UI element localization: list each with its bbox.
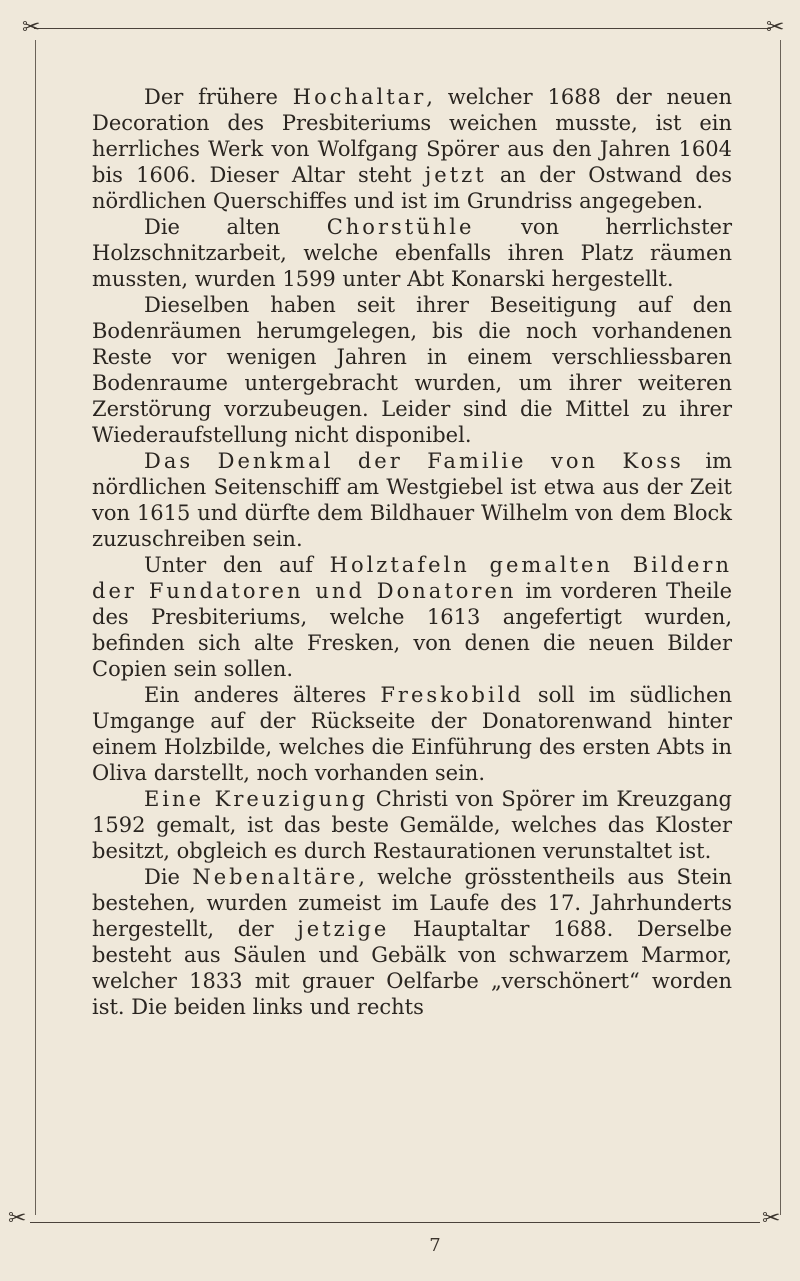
paragraph-text: im vorderen Theile des Presbiteriums, welche 1613 angefertigt wurden, befinden sich alte Fresken, von denen die neuen Bilder Copien sein sollen. [92,579,732,681]
spaced-emphasis-text: Freskobild [380,683,524,707]
paragraph-text: Hauptaltar 1688. Derselbe besteht aus Säulen und Gebälk von schwarzem Marmor, welcher 1833 mit grauer Oelfarbe „verschönert“ worden ist. Die beiden links und rechts [92,917,733,1019]
spaced-emphasis-text: Das Denkmal der Familie von Koss [144,449,684,473]
right-margin-line [780,40,781,1215]
paragraph [92,864,732,1020]
spaced-emphasis-text: Eine Kreuzigung [144,787,369,811]
paragraph-text: Christi von Spörer im Kreuzgang 1592 gemalt, ist das beste Gemälde, welches das Kloster besitzt, obgleich es durch Restaurationen verunstaltet ist. [92,787,732,863]
paragraph-text: soll im südlichen Umgange auf der Rückseite der Donatorenwand hinter einem Holzbilde, welches die Einführung des ersten Abts in Oliva darstellt, noch vorhanden sein. [92,683,732,785]
paragraph-text: Ein anderes älteres [144,683,381,707]
scissors-ornament-icon: ✂ [762,1206,781,1231]
paragraph [92,552,732,682]
left-margin-line [35,40,36,1215]
spaced-emphasis-text: Chorstühle [326,215,475,239]
scissors-ornament-icon: ✂ [766,15,785,40]
paragraph-text: von herrlichster Holzschnitzarbeit, welche ebenfalls ihren Platz räumen mussten, wurden 1599 unter Abt Konarski hergestellt. [92,215,732,291]
body-text [92,84,732,1020]
scissors-ornament-icon: ✂ [22,15,41,40]
paragraph [92,214,732,292]
spaced-emphasis-text: Holztafeln gemalten Bildern der Fundatoren und Donatoren [92,553,732,603]
paragraph-text: an der Ostwand des nördlichen Querschiffes und ist im Grundriss angegeben. [92,163,732,213]
spaced-emphasis-text: jetzige [297,917,390,941]
paragraph [92,682,732,786]
paragraph-text: Die [144,865,193,889]
paragraph-text: Der frühere [144,85,293,109]
paragraph-text: im nördlichen Seitenschiff am Westgiebel ist etwa aus der Zeit von 1615 und dürfte dem Bildhauer Wilhelm von dem Block zuzuschreiben sein. [92,449,732,551]
scissors-ornament-icon: ✂ [8,1206,27,1231]
top-border-rule [34,28,770,29]
paragraph-text: Die alten [144,215,327,239]
paragraph-text: Unter den auf [144,553,330,577]
paragraph [92,84,732,214]
paragraph [92,292,732,448]
paragraph [92,786,732,864]
spaced-emphasis-text: Hochaltar [292,85,427,109]
paragraph-text: , welche grösstentheils aus Stein bestehen, wurden zumeist im Laufe des 17. Jahrhunderts hergestellt, der [92,865,732,941]
spaced-emphasis-text: jetzt [424,163,487,187]
paragraph-text: , welcher 1688 der neuen Decoration des Presbiteriums weichen musste, ist ein herrliches Werk von Wolfgang Spörer aus den Jahren 1604 bis 1606. Dieser Altar steht [92,85,732,187]
paragraph [92,448,732,552]
page-number: 7 [429,1235,441,1256]
paragraph-text: Dieselben haben seit ihrer Beseitigung auf den Bodenräumen herumgelegen, bis die noch vorhandenen Reste vor wenigen Jahren in einem verschliessbaren Bodenraume untergebracht wurden, um ihrer weiteren Zerstörung vorzubeugen. Leider sind die Mittel zu ihrer Wiederaufstellung nicht disponibel. [92,293,732,447]
bottom-border-rule [30,1222,760,1223]
spaced-emphasis-text: Nebenaltäre [192,865,359,889]
